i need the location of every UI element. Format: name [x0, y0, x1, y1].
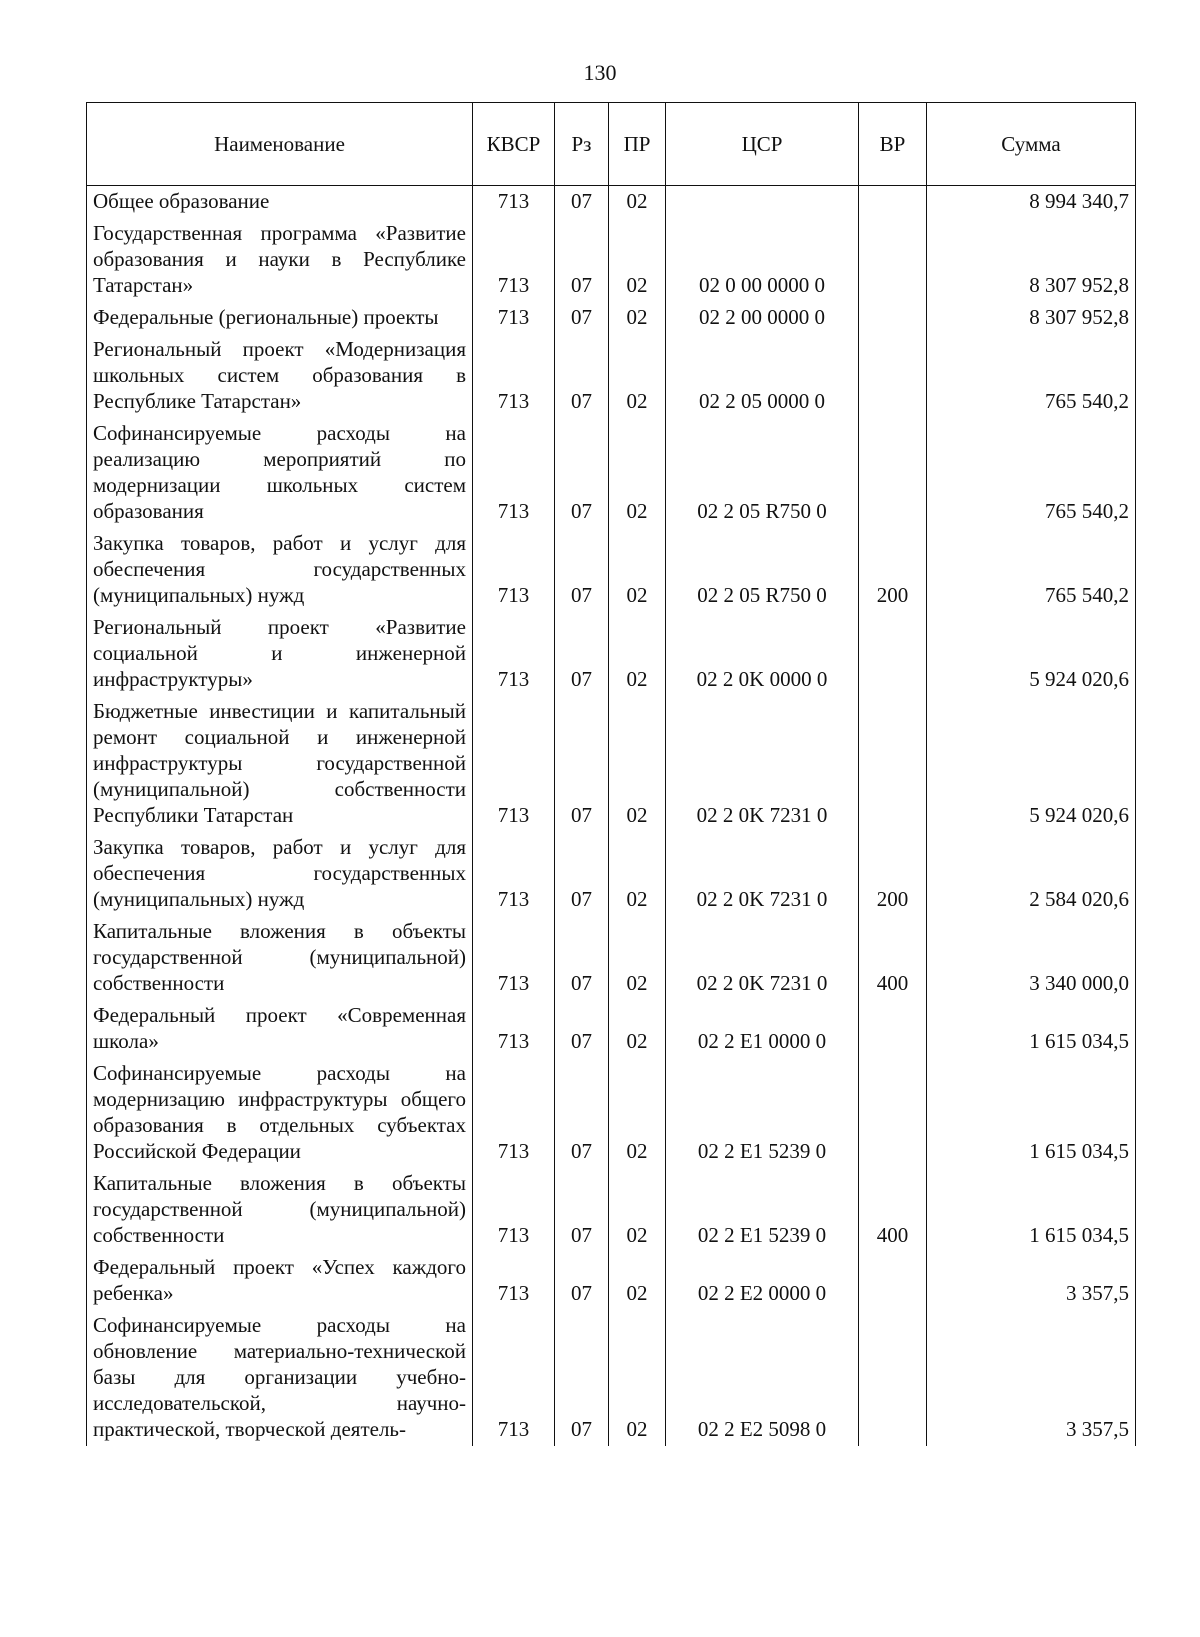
row-sum: 765 540,2	[927, 418, 1136, 528]
row-vr	[859, 1252, 927, 1310]
budget-table	[86, 102, 1136, 1446]
row-rz: 07	[555, 916, 609, 1000]
row-vr	[859, 334, 927, 418]
row-csr: 02 2 00 0000 0	[666, 302, 859, 334]
row-name: Капитальные вложения в объекты государственной (муниципальной) собственности	[87, 1168, 473, 1252]
header-sum: Сумма	[927, 103, 1136, 186]
table-row	[87, 916, 1136, 1000]
row-kvsr: 713	[473, 186, 555, 219]
row-csr: 02 2 0K 7231 0	[666, 696, 859, 832]
table-row	[87, 302, 1136, 334]
table-row	[87, 1310, 1136, 1446]
row-sum: 8 307 952,8	[927, 218, 1136, 302]
row-pr: 02	[609, 1058, 666, 1168]
row-name: Общее образование	[87, 186, 473, 219]
row-sum: 3 357,5	[927, 1310, 1136, 1446]
row-vr	[859, 1058, 927, 1168]
row-name: Закупка товаров, работ и услуг для обеспечения государственных (муниципальных) нужд	[87, 528, 473, 612]
row-kvsr: 713	[473, 218, 555, 302]
table-row	[87, 418, 1136, 528]
row-kvsr: 713	[473, 528, 555, 612]
row-kvsr: 713	[473, 1252, 555, 1310]
row-name: Бюджетные инвестиции и капитальный ремонт социальной и инженерной инфраструктуры государственной (муниципальной) собственности Республики Татарстан	[87, 696, 473, 832]
row-kvsr: 713	[473, 832, 555, 916]
row-kvsr: 713	[473, 1168, 555, 1252]
table-row	[87, 218, 1136, 302]
row-rz: 07	[555, 528, 609, 612]
row-pr: 02	[609, 916, 666, 1000]
row-rz: 07	[555, 1168, 609, 1252]
row-rz: 07	[555, 218, 609, 302]
row-pr: 02	[609, 832, 666, 916]
row-sum: 765 540,2	[927, 528, 1136, 612]
row-csr: 02 2 05 R750 0	[666, 528, 859, 612]
row-rz: 07	[555, 1310, 609, 1446]
row-pr: 02	[609, 218, 666, 302]
row-pr: 02	[609, 1252, 666, 1310]
row-vr	[859, 418, 927, 528]
row-sum: 765 540,2	[927, 334, 1136, 418]
row-pr: 02	[609, 302, 666, 334]
row-rz: 07	[555, 418, 609, 528]
row-name: Капитальные вложения в объекты государственной (муниципальной) собственности	[87, 916, 473, 1000]
table-row	[87, 1058, 1136, 1168]
row-name: Региональный проект «Развитие социальной и инженерной инфраструктуры»	[87, 612, 473, 696]
row-pr: 02	[609, 186, 666, 219]
page-number: 130	[583, 60, 617, 85]
row-sum: 8 994 340,7	[927, 186, 1136, 219]
header-csr: ЦСР	[666, 103, 859, 186]
table-row	[87, 528, 1136, 612]
row-sum: 2 584 020,6	[927, 832, 1136, 916]
row-rz: 07	[555, 1058, 609, 1168]
row-csr: 02 2 E2 5098 0	[666, 1310, 859, 1446]
table-row	[87, 1000, 1136, 1058]
row-vr	[859, 1310, 927, 1446]
row-vr: 400	[859, 1168, 927, 1252]
table-row	[87, 612, 1136, 696]
row-rz: 07	[555, 334, 609, 418]
header-rz: Рз	[555, 103, 609, 186]
row-sum: 3 357,5	[927, 1252, 1136, 1310]
header-vr: ВР	[859, 103, 927, 186]
row-name: Закупка товаров, работ и услуг для обеспечения государственных (муниципальных) нужд	[87, 832, 473, 916]
row-rz: 07	[555, 696, 609, 832]
row-vr: 200	[859, 528, 927, 612]
row-sum: 1 615 034,5	[927, 1000, 1136, 1058]
row-sum: 5 924 020,6	[927, 612, 1136, 696]
row-vr	[859, 612, 927, 696]
row-rz: 07	[555, 302, 609, 334]
row-csr: 02 2 E1 5239 0	[666, 1058, 859, 1168]
row-rz: 07	[555, 1252, 609, 1310]
row-kvsr: 713	[473, 418, 555, 528]
row-rz: 07	[555, 832, 609, 916]
row-sum: 5 924 020,6	[927, 696, 1136, 832]
header-name: Наименование	[87, 103, 473, 186]
row-name: Государственная программа «Развитие образования и науки в Республике Татарстан»	[87, 218, 473, 302]
row-pr: 02	[609, 1168, 666, 1252]
row-vr	[859, 302, 927, 334]
row-rz: 07	[555, 612, 609, 696]
table-body	[87, 186, 1136, 1447]
row-name: Софинансируемые расходы на модернизацию инфраструктуры общего образования в отдельных субъектах Российской Федерации	[87, 1058, 473, 1168]
row-sum: 1 615 034,5	[927, 1058, 1136, 1168]
row-pr: 02	[609, 696, 666, 832]
row-vr	[859, 186, 927, 219]
row-csr: 02 2 0K 7231 0	[666, 832, 859, 916]
row-csr: 02 2 05 R750 0	[666, 418, 859, 528]
table-header	[87, 103, 1136, 186]
row-name: Федеральный проект «Успех каждого ребенка»	[87, 1252, 473, 1310]
header-kvsr: КВСР	[473, 103, 555, 186]
row-name: Федеральные (региональные) проекты	[87, 302, 473, 334]
row-sum: 3 340 000,0	[927, 916, 1136, 1000]
row-sum: 8 307 952,8	[927, 302, 1136, 334]
row-kvsr: 713	[473, 1310, 555, 1446]
table-row	[87, 1168, 1136, 1252]
row-pr: 02	[609, 1310, 666, 1446]
row-name: Региональный проект «Модернизация школьных систем образования в Республике Татарстан»	[87, 334, 473, 418]
row-name: Софинансируемые расходы на реализацию мероприятий по модернизации школьных систем образования	[87, 418, 473, 528]
table-row	[87, 1252, 1136, 1310]
row-name: Софинансируемые расходы на обновление материально-технической базы для организации учебно-исследовательской, научно-практической, творческой деятель-	[87, 1310, 473, 1446]
row-vr: 400	[859, 916, 927, 1000]
row-csr: 02 2 E2 0000 0	[666, 1252, 859, 1310]
row-csr	[666, 186, 859, 219]
row-kvsr: 713	[473, 696, 555, 832]
row-kvsr: 713	[473, 302, 555, 334]
row-vr: 200	[859, 832, 927, 916]
table-row	[87, 186, 1136, 219]
row-vr	[859, 1000, 927, 1058]
table-row	[87, 696, 1136, 832]
row-pr: 02	[609, 418, 666, 528]
row-name: Федеральный проект «Современная школа»	[87, 1000, 473, 1058]
row-vr	[859, 218, 927, 302]
row-kvsr: 713	[473, 334, 555, 418]
row-csr: 02 2 0K 7231 0	[666, 916, 859, 1000]
row-sum: 1 615 034,5	[927, 1168, 1136, 1252]
row-pr: 02	[609, 528, 666, 612]
row-csr: 02 2 0K 0000 0	[666, 612, 859, 696]
row-csr: 02 0 00 0000 0	[666, 218, 859, 302]
row-pr: 02	[609, 612, 666, 696]
header-row	[87, 103, 1136, 186]
row-kvsr: 713	[473, 1000, 555, 1058]
header-pr: ПР	[609, 103, 666, 186]
row-csr: 02 2 E1 0000 0	[666, 1000, 859, 1058]
row-pr: 02	[609, 334, 666, 418]
row-csr: 02 2 E1 5239 0	[666, 1168, 859, 1252]
table-row	[87, 832, 1136, 916]
row-kvsr: 713	[473, 612, 555, 696]
row-kvsr: 713	[473, 916, 555, 1000]
row-kvsr: 713	[473, 1058, 555, 1168]
row-vr	[859, 696, 927, 832]
row-csr: 02 2 05 0000 0	[666, 334, 859, 418]
row-pr: 02	[609, 1000, 666, 1058]
row-rz: 07	[555, 186, 609, 219]
row-rz: 07	[555, 1000, 609, 1058]
table-row	[87, 334, 1136, 418]
